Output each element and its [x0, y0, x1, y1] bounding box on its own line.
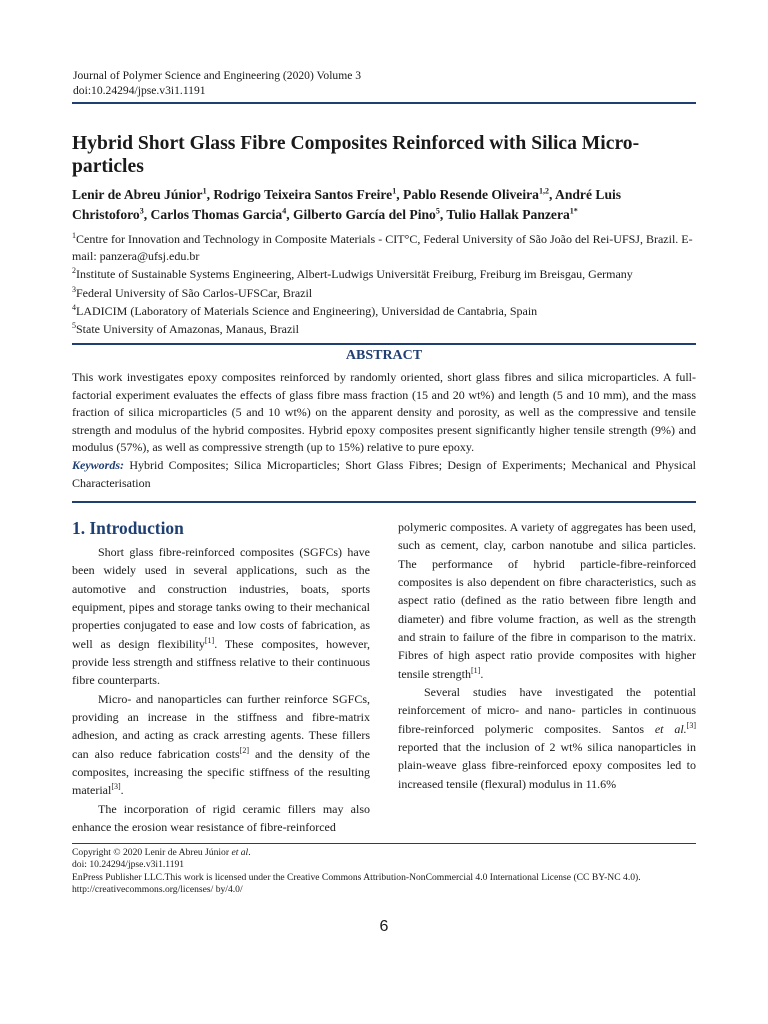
journal-name: Journal of Polymer Science and Engineering (2020) Volume 3	[73, 69, 362, 82]
paper-title: Hybrid Short Glass Fibre Composites Reinforced with Silica Micro-particles	[72, 133, 640, 177]
author-name: Gilberto García del Pino	[292, 207, 436, 222]
abstract-rule-top	[72, 343, 696, 345]
intro-paragraph-2: Micro- and nanoparticles can further reinforce SGFCs, providing an increase in the stiffness and fibre-matrix adhesion, and acting as crack arresting agents. These fillers can also reduce fabrication costs[2] and the density of the composites, increasing the specific stiffness of the resulting material[3].	[72, 691, 371, 798]
citation-ref: [3]	[111, 782, 121, 792]
abstract-body	[72, 369, 696, 492]
abstract-heading: ABSTRACT	[345, 348, 423, 363]
keywords-text: Hybrid Composites; Silica Microparticles; Short Glass Fibres; Design of Experiments; Mechanical and Physical Characterisation	[72, 457, 697, 490]
author-affiliation-mark: 1	[202, 186, 207, 196]
author-affiliation-mark: 1	[392, 186, 397, 196]
author-separator: ,	[286, 207, 293, 222]
author-separator: ,	[206, 187, 214, 202]
affiliation-1: $^1$Centre for Innovation and Technology in Composite Materials - CIT°C, Federal University of São João del Rei-UFSJ, Brazil. E-mail: panzera@ufsj.edu.br	[72, 231, 693, 263]
license-line: EnPress Publisher LLC.This work is licensed under the Creative Commons Attribution-NonCommercial 4.0 International License (CC BY-NC 4.0).	[72, 871, 641, 883]
author-affiliation-mark: 5	[435, 206, 440, 216]
intro-paragraph-4: Several studies have investigated the potential reinforcement of micro- and nano- particles in continuous fibre-reinforced polymeric composites. Santos et al.[3] reported that the inclusion of 2 wt% silica nanoparticles in plain-weave glass fibre-reinforced epoxy composites led to increased tensile (flexural) modulus in 11.6%	[398, 685, 696, 791]
intro-paragraph-3: The incorporation of rigid ceramic fillers may also enhance the erosion wear resistance of fibre-reinforced	[72, 801, 370, 835]
author-name: Lenir de Abreu Júnior	[72, 187, 203, 202]
affiliation-5: $^5$State University of Amazonas, Manaus, Brazil	[72, 321, 299, 336]
author-name: Rodrigo Teixeira Santos Freire	[213, 187, 393, 202]
affiliation-4: $^4$LADICIM (Laboratory of Materials Science and Engineering), Universidad de Cantabria, Spain	[72, 303, 538, 318]
author-name: Pablo Resende Oliveira	[403, 187, 539, 202]
license-link[interactable]: http://creativecommons.org/licenses/ by/4.0/	[72, 884, 243, 896]
affiliation-2: $^2$Institute of Sustainable Systems Engineering, Albert-Ludwigs Universität Freiburg, Freiburg im Breisgau, Germany	[72, 266, 633, 281]
author-separator: ,	[396, 187, 404, 202]
footer-doi: doi: 10.24294/jpse.v3i1.1191	[72, 859, 185, 871]
citation-ref: [1]	[204, 635, 215, 645]
author-affiliation-mark: 1,2	[538, 186, 549, 196]
author-name: André Luis Christoforo	[72, 187, 622, 222]
footer-copyright	[72, 847, 712, 897]
author-separator: ,	[439, 207, 447, 222]
page-number: 6	[379, 918, 389, 935]
author-list	[72, 185, 696, 225]
footer-rule	[72, 843, 696, 844]
author-separator: ,	[548, 187, 555, 202]
keywords-label: Keywords:	[72, 457, 124, 472]
affiliation-3: $^3$Federal University of São Carlos-UFSCar, Brazil	[72, 285, 313, 300]
journal-doi: doi:10.24294/jpse.v3i1.1191	[73, 84, 206, 97]
author-affiliation-mark: 4	[282, 206, 287, 216]
left-column	[72, 543, 370, 837]
journal-header	[73, 68, 361, 98]
section-heading-introduction: 1. Introduction	[72, 518, 184, 538]
intro-paragraph-1: Short glass fibre-reinforced composites (SGFCs) have been widely used in several applications, such as the automotive and construction industries, boats, sports equipment, pipes and storage tanks owing to their mechanical properties conjugated to ease and low costs of fabrication, as well as design flexibility[1]. These composites, however, provide less strength and stiffness relative to their continuous fibre counterparts.	[72, 545, 370, 688]
copyright-line: Copyright © 2020 Lenir de Abreu Júnior et al.	[72, 847, 251, 858]
citation-ref: [3]	[686, 720, 696, 730]
citation-ref: [1]	[470, 665, 481, 675]
author-affiliation-mark: 3	[139, 206, 144, 216]
right-column	[398, 518, 696, 793]
author-separator: ,	[143, 207, 151, 222]
abstract-rule-bottom	[72, 501, 696, 503]
abstract-text: This work investigates epoxy composites reinforced by randomly oriented, short glass fibres and silica microparticles. A full-factorial experiment evaluates the effects of glass fibre mass fraction (15 and 20 wt%) and length (5 and 10 mm), and the mass fraction of silica microparticles (5 and 10 wt%) on the apparent density and porosity, as well as the compressive and tensile strength and modulus of the hybrid composites. Hybrid epoxy composites present significantly higher tensile strength (9%) and modulus (57%), as well as compressive strength (up to 15%) relative to pure epoxy.	[72, 370, 696, 455]
author-name: Carlos Thomas Garcia	[150, 207, 283, 222]
citation-ref: [2]	[239, 745, 250, 755]
author-affiliation-mark: 1*	[569, 206, 578, 216]
intro-paragraph-3-continued: polymeric composites. A variety of aggregates has been used, such as cement, clay, carbon nanotube and silica particles. The performance of hybrid particle-fibre-reinforced composites is also dependent on fibre characteristics, such as aspect ratio (defined as the ratio between fibre length and diameter) and fibre volume fraction, as well as the strength and strain to failure of the fibre in comparison to the matrix. Fibres of high aspect ratio provide composites with higher tensile strength[1].	[398, 520, 696, 681]
header-rule	[72, 102, 696, 104]
author-name: Tulio Hallak Panzera	[446, 207, 570, 222]
